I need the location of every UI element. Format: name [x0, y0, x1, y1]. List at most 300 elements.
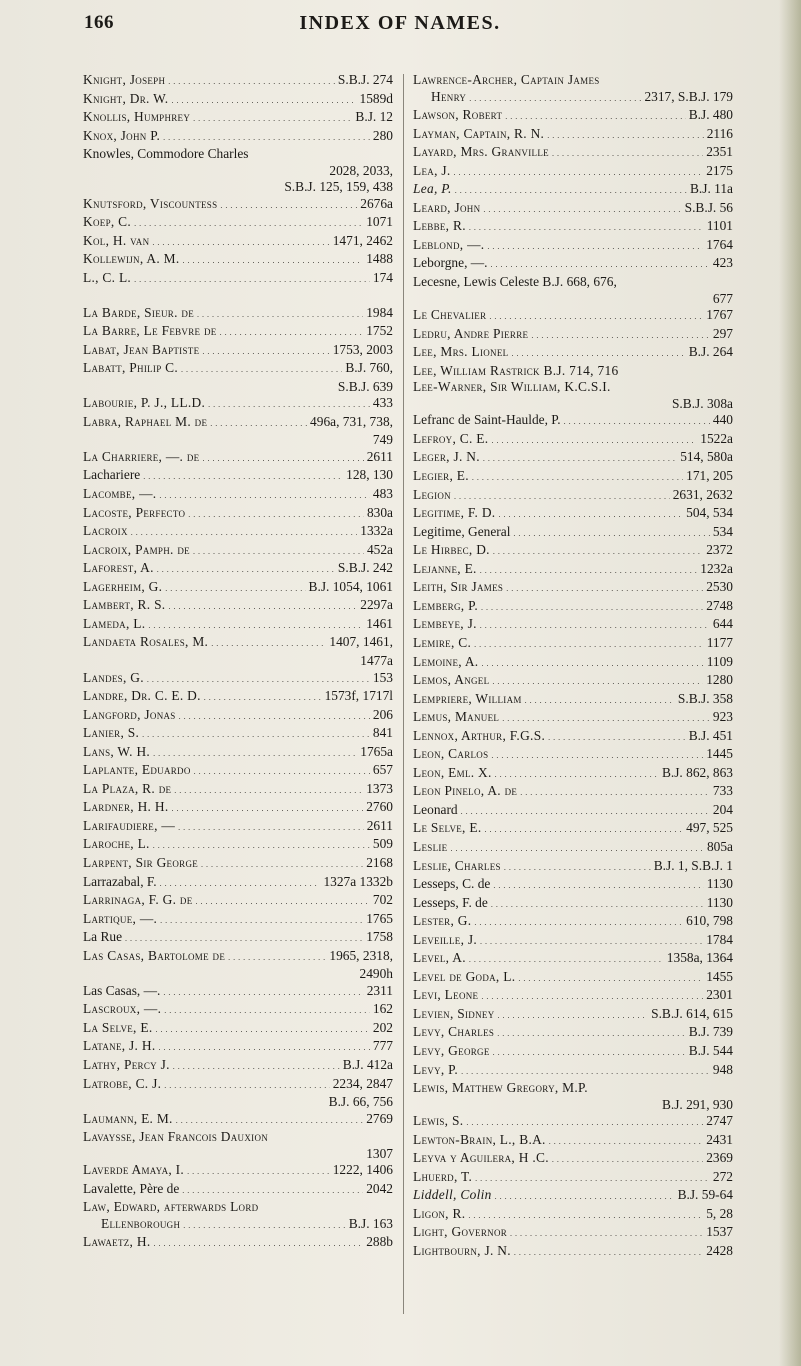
- dot-leader: [454, 163, 704, 182]
- entry-reference: 1522a: [700, 430, 733, 446]
- entry-reference-continuation: 1307: [366, 1145, 393, 1161]
- index-entry: [413, 672, 733, 691]
- entry-line: [83, 1076, 393, 1095]
- entry-line: [83, 91, 393, 110]
- entry-reference: 2234, 2847: [332, 1075, 393, 1091]
- entry-line: [413, 858, 733, 877]
- entry-line: [83, 542, 393, 561]
- entry-line: [413, 783, 733, 802]
- dot-leader: [487, 237, 703, 256]
- entry-reference-continuation: 2028, 2033,: [329, 162, 393, 178]
- entry-reference: 2769: [366, 1110, 393, 1126]
- dot-leader: [134, 270, 370, 289]
- entry-reference: 1471, 2462: [332, 232, 393, 248]
- dot-leader: [483, 200, 681, 219]
- index-entry: [83, 874, 393, 893]
- dot-leader: [491, 431, 697, 450]
- index-entry: [83, 670, 393, 689]
- entry-reference: 1984: [366, 304, 393, 320]
- index-entry: [83, 725, 393, 744]
- index-entry: [413, 274, 733, 307]
- entry-name: Levien, Sidney: [413, 1005, 495, 1021]
- index-entry: [83, 72, 393, 91]
- entry-reference: 702: [372, 892, 393, 908]
- entry-line: [83, 1234, 393, 1253]
- dot-leader: [466, 1113, 703, 1132]
- entry-reference: 1177: [706, 634, 733, 650]
- index-entry: [413, 237, 733, 256]
- entry-line: [413, 876, 733, 895]
- entry-name: Larifaudiere, —: [83, 817, 176, 833]
- entry-continuation-line: [413, 89, 733, 108]
- entry-reference-continuation: 749: [372, 432, 393, 448]
- index-entry: [413, 307, 733, 326]
- dot-leader: [194, 762, 370, 781]
- index-entry: [413, 839, 733, 858]
- index-entry: [83, 233, 393, 252]
- index-entry: [83, 799, 393, 818]
- dot-leader: [491, 255, 710, 274]
- index-entry: [413, 431, 733, 450]
- dot-leader: [506, 579, 703, 598]
- index-entry: [413, 561, 733, 580]
- entry-line: [413, 616, 733, 635]
- index-entry: [413, 635, 733, 654]
- entry-name: Lemberg, P.: [413, 597, 478, 613]
- entry-name: Lewis, S.: [413, 1113, 464, 1129]
- entry-reference: 204: [712, 801, 733, 817]
- index-entry: [83, 818, 393, 837]
- entry-name: Lea, J.: [413, 162, 451, 178]
- entry-line: [83, 414, 393, 433]
- index-entry: [413, 932, 733, 951]
- index-entry: [413, 1224, 733, 1243]
- entry-reference: 272: [712, 1168, 733, 1184]
- dot-leader: [183, 251, 364, 270]
- entry-name: Knutsford, Viscountess: [83, 195, 218, 211]
- dot-leader: [202, 342, 329, 361]
- dot-leader: [549, 1132, 704, 1151]
- dot-leader: [492, 672, 703, 691]
- entry-name: Lemire, C.: [413, 634, 472, 650]
- entry-name: Larpent, Sir George: [83, 854, 199, 870]
- entry-name: Lacroix, Pamph. de: [83, 541, 190, 557]
- entry-name: Latane, J. H.: [83, 1038, 156, 1054]
- entry-name: Light, Governor: [413, 1224, 508, 1240]
- entry-reference: 1373: [366, 780, 393, 796]
- index-entry: [83, 781, 393, 800]
- dot-leader: [178, 818, 364, 837]
- entry-line: [83, 911, 393, 930]
- index-entry: [413, 876, 733, 895]
- entry-line: [413, 561, 733, 580]
- index-entry: [413, 449, 733, 468]
- entry-line: [413, 839, 733, 858]
- index-entry: [413, 1169, 733, 1188]
- entry-reference-continuation: 2490h: [359, 966, 393, 982]
- entry-name: Lesseps, F. de: [413, 894, 488, 910]
- entry-line: [83, 1038, 393, 1057]
- entry-name: Lembeye, J.: [413, 616, 477, 632]
- index-entry: [413, 542, 733, 561]
- entry-name: Las Casas, Bartolome de: [83, 947, 226, 963]
- dot-leader: [220, 196, 357, 215]
- entry-name: Lanier, S.: [83, 725, 140, 741]
- entry-reference: 1130: [706, 876, 733, 892]
- index-entry: [83, 467, 393, 486]
- dot-leader: [201, 855, 363, 874]
- dot-leader: [204, 688, 322, 707]
- dot-leader: [493, 1043, 686, 1062]
- index-entry: [413, 200, 733, 219]
- entry-reference: 1461: [366, 615, 393, 631]
- entry-name: Laforest, A.: [83, 560, 154, 576]
- entry-reference: 1764: [706, 236, 733, 252]
- entry-name: Ligon, R.: [413, 1205, 466, 1221]
- entry-reference: 1767: [706, 307, 733, 323]
- entry-reference: 2760: [366, 799, 393, 815]
- dot-leader: [548, 728, 686, 747]
- entry-name: Knowles, Commodore Charles: [83, 146, 249, 162]
- entry-name: Labatt, Philip C.: [83, 360, 179, 376]
- entry-line: [83, 1129, 393, 1146]
- dot-leader: [481, 598, 703, 617]
- entry-line: [413, 728, 733, 747]
- entry-reference: B.J. 451: [688, 727, 733, 743]
- entry-line: [413, 412, 733, 431]
- dot-leader: [187, 1162, 330, 1181]
- dot-leader: [455, 181, 687, 200]
- index-entry: [83, 1181, 393, 1200]
- dot-leader: [228, 948, 326, 967]
- dot-leader: [525, 691, 675, 710]
- entry-line: [413, 987, 733, 1006]
- entry-reference: S.B.J. 274: [337, 72, 393, 87]
- entry-reference-continuation: B.J. 66, 756: [328, 1094, 393, 1110]
- entry-reference: S.B.J. 358: [677, 690, 733, 706]
- entry-reference: 128, 130: [346, 467, 393, 483]
- entry-reference: 2311: [366, 982, 393, 998]
- dot-leader: [160, 874, 321, 893]
- index-entry: [83, 342, 393, 361]
- dot-leader: [220, 323, 364, 342]
- entry-reference: B.J. 862, 863: [661, 764, 733, 780]
- entry-reference: 288b: [366, 1234, 393, 1250]
- entry-name: Lambert, R. S.: [83, 597, 166, 613]
- entry-line: [83, 128, 393, 147]
- dot-leader: [514, 1243, 703, 1262]
- entry-name-continuation: Henry: [431, 88, 467, 104]
- entry-line: [83, 486, 393, 505]
- entry-name: Kollewijn, A. M.: [83, 251, 180, 267]
- index-entry: [83, 911, 393, 930]
- entry-line: [83, 449, 393, 468]
- entry-reference: 610, 798: [686, 913, 733, 929]
- entry-name: Knight, Joseph: [83, 72, 166, 87]
- entry-line: [413, 1113, 733, 1132]
- entry-reference: 948: [712, 1061, 733, 1077]
- entry-reference: S.B.J. 56: [684, 199, 733, 215]
- entry-name: Larrazabal, F.: [83, 873, 157, 889]
- dot-leader: [454, 487, 670, 506]
- entry-reference: 2369: [706, 1150, 733, 1166]
- dot-leader: [157, 560, 335, 579]
- entry-line: [413, 802, 733, 821]
- index-entry: [413, 1206, 733, 1225]
- dot-leader: [188, 505, 364, 524]
- index-entry: [83, 616, 393, 635]
- entry-name: Leon, Eml. X.: [413, 764, 492, 780]
- dot-leader: [484, 820, 683, 839]
- dot-leader: [165, 579, 305, 598]
- entry-reference: 423: [712, 255, 733, 271]
- index-entry: [413, 181, 733, 200]
- entry-line: [413, 126, 733, 145]
- index-entry: [413, 487, 733, 506]
- dot-leader: [469, 89, 641, 108]
- index-entry: [83, 449, 393, 468]
- entry-line: [83, 505, 393, 524]
- entry-name: Lhuerd, T.: [413, 1168, 473, 1184]
- entry-reference: 504, 534: [686, 505, 733, 521]
- entry-name: Lacoste, Perfecto: [83, 504, 186, 520]
- entry-name: Larrinaga, F. G. de: [83, 892, 193, 908]
- dot-leader: [168, 72, 335, 91]
- entry-line: [413, 144, 733, 163]
- entry-name: Knox, John P.: [83, 127, 161, 143]
- index-entry: [83, 836, 393, 855]
- dot-leader: [480, 616, 710, 635]
- entry-name: Leslie, Charles: [413, 857, 501, 873]
- entry-reference: S.B.J. 242: [337, 560, 393, 576]
- section-gap: [83, 289, 393, 305]
- entry-reference: 733: [712, 783, 733, 799]
- index-entry: [413, 379, 733, 412]
- index-entry: [413, 913, 733, 932]
- entry-name: Legier, E.: [413, 468, 469, 484]
- dot-leader: [196, 892, 370, 911]
- entry-name: Lawaetz, H.: [83, 1234, 151, 1250]
- entry-line: [413, 163, 733, 182]
- dot-leader: [518, 969, 703, 988]
- dot-leader: [474, 913, 683, 932]
- entry-line: [413, 487, 733, 506]
- entry-reference: 2175: [706, 162, 733, 178]
- entry-reference: 5, 28: [706, 1205, 733, 1221]
- entry-reference-continuation: S.B.J. 308a: [671, 395, 733, 411]
- entry-reference-continuation: S.B.J. 639: [337, 378, 393, 394]
- entry-reference: 497, 525: [686, 820, 733, 836]
- entry-name: Landre, Dr. C. E. D.: [83, 688, 201, 704]
- entry-name: Knollis, Humphrey: [83, 109, 191, 125]
- entry-reference: 2747: [706, 1113, 733, 1129]
- entry-line: [413, 598, 733, 617]
- entry-line: [83, 818, 393, 837]
- index-entry: [83, 395, 393, 414]
- entry-reference: 1232a: [700, 560, 733, 576]
- entry-reference: 496a, 731, 738,: [310, 413, 393, 429]
- dot-leader: [168, 597, 357, 616]
- entry-line: [413, 709, 733, 728]
- index-entry: [83, 929, 393, 948]
- entry-name: La Rue: [83, 929, 123, 945]
- index-entry: [413, 858, 733, 877]
- entry-reference: B.J. 544: [688, 1042, 733, 1058]
- entry-line: [83, 560, 393, 579]
- dot-leader: [163, 128, 370, 147]
- dot-leader: [125, 929, 363, 948]
- dot-leader: [510, 1224, 703, 1243]
- entry-reference: 2611: [366, 817, 393, 833]
- entry-line: [83, 523, 393, 542]
- entry-reference: 1280: [706, 672, 733, 688]
- dot-leader: [564, 412, 710, 431]
- entry-line: [83, 251, 393, 270]
- entry-reference: 2042: [366, 1180, 393, 1196]
- dot-leader: [193, 109, 352, 128]
- entry-name: Lightbourn, J. N.: [413, 1243, 511, 1258]
- entry-line: [413, 1132, 733, 1151]
- entry-name: Lathy, Percy J.: [83, 1056, 170, 1072]
- entry-name: Koep, C.: [83, 214, 132, 230]
- dot-leader: [171, 799, 363, 818]
- index-entry: [413, 895, 733, 914]
- entry-line: [413, 672, 733, 691]
- entry-name: Lefroy, C. E.: [413, 430, 489, 446]
- entry-name: Langford, Jonas: [83, 706, 176, 722]
- entry-line: [413, 1006, 733, 1025]
- dot-leader: [131, 523, 357, 542]
- entry-name: Lee-Warner, Sir William, K.C.S.I.: [413, 379, 611, 395]
- entry-reference: 830a: [366, 504, 393, 520]
- index-entry: [413, 344, 733, 363]
- entry-name: Labat, Jean Baptiste: [83, 341, 200, 357]
- entry-reference: 1752: [366, 323, 393, 339]
- dot-leader: [520, 783, 710, 802]
- dot-leader: [160, 911, 363, 930]
- index-entry: [83, 855, 393, 874]
- dot-leader: [143, 467, 343, 486]
- entry-reference: 1537: [706, 1224, 733, 1240]
- entry-line: [413, 274, 733, 291]
- dot-leader: [480, 932, 703, 951]
- entry-line: [83, 799, 393, 818]
- index-entry: [83, 360, 393, 395]
- entry-reference-continuation: S.B.J. 125, 159, 438: [284, 179, 393, 195]
- entry-name: Leith, Sir James: [413, 579, 504, 595]
- entry-line: [83, 688, 393, 707]
- dot-leader: [155, 1020, 369, 1039]
- index-entry: [83, 1001, 393, 1020]
- entry-line: [83, 360, 393, 379]
- entry-name: Leonard: [413, 801, 458, 817]
- entry-reference: 433: [372, 395, 393, 411]
- entry-reference: 2611: [366, 448, 393, 464]
- entry-line: [413, 200, 733, 219]
- entry-reference: 452a: [366, 541, 393, 557]
- entry-reference: 1784: [706, 931, 733, 947]
- entry-line: [413, 72, 733, 89]
- index-entry: [83, 560, 393, 579]
- dot-leader: [483, 449, 677, 468]
- dot-leader: [481, 654, 703, 673]
- entry-reference-continuation: 677: [712, 290, 733, 306]
- entry-name: La Barre, Le Febvre de: [83, 323, 217, 339]
- dot-leader: [474, 635, 704, 654]
- entry-name: Lebbe, R.: [413, 218, 466, 234]
- dot-leader: [152, 233, 329, 252]
- entry-line: [83, 983, 393, 1002]
- entry-line: [413, 746, 733, 765]
- entry-line: [413, 1080, 733, 1097]
- entry-reference: B.J. 480: [688, 107, 733, 123]
- dot-leader: [193, 542, 364, 561]
- index-entry: [83, 1076, 393, 1111]
- entry-name: Laverde Amaya, I.: [83, 1162, 185, 1178]
- dot-leader: [547, 126, 704, 145]
- entry-name: Lacombe, —.: [83, 486, 157, 502]
- dot-leader: [134, 214, 363, 233]
- entry-reference: 2351: [706, 144, 733, 160]
- entry-line: [83, 579, 393, 598]
- dot-leader: [159, 486, 369, 505]
- entry-name-continuation: Ellenborough: [101, 1215, 181, 1231]
- right-column: [413, 72, 733, 1262]
- entry-name: Law, Edward, afterwards Lord: [83, 1199, 259, 1215]
- entry-reference: 644: [712, 616, 733, 632]
- entry-line: [413, 579, 733, 598]
- entry-name: Lans, W. H.: [83, 743, 151, 759]
- index-entry: [413, 363, 733, 380]
- entry-reference: 2372: [706, 542, 733, 558]
- entry-name: Lavalette, Père de: [83, 1180, 180, 1196]
- entry-reference: 805a: [706, 838, 733, 854]
- dot-leader: [491, 895, 704, 914]
- entry-reference: 841: [372, 725, 393, 741]
- entry-line: [413, 913, 733, 932]
- index-entry: [83, 744, 393, 763]
- entry-name: Lemos, Angel: [413, 672, 490, 688]
- entry-line: [413, 1206, 733, 1225]
- entry-reference: 2631, 2632: [672, 486, 733, 502]
- entry-line: [83, 146, 393, 163]
- entry-line: [83, 874, 393, 893]
- dot-leader: [491, 746, 703, 765]
- index-entry: [413, 1132, 733, 1151]
- entry-reference: 2431: [706, 1131, 733, 1147]
- index-entry: [413, 1080, 733, 1113]
- entry-line: [413, 237, 733, 256]
- dot-leader: [481, 987, 703, 1006]
- entry-line: [83, 670, 393, 689]
- dot-leader: [498, 1006, 649, 1025]
- entry-line: [413, 1187, 733, 1206]
- entry-reference: 2297a: [360, 597, 393, 613]
- index-entry: [83, 146, 393, 196]
- entry-name: Layman, Captain, R. N.: [413, 125, 545, 141]
- entry-name: Lester, G.: [413, 913, 472, 929]
- entry-line: [83, 744, 393, 763]
- entry-name: Landes, G.: [83, 669, 144, 685]
- index-entry: [413, 1150, 733, 1169]
- entry-reference: 153: [372, 669, 393, 685]
- entry-reference: B.J. 59-64: [677, 1187, 733, 1203]
- entry-line: [413, 468, 733, 487]
- dot-leader: [142, 725, 370, 744]
- index-entry: [83, 305, 393, 324]
- entry-line: [413, 691, 733, 710]
- dot-leader: [181, 360, 342, 379]
